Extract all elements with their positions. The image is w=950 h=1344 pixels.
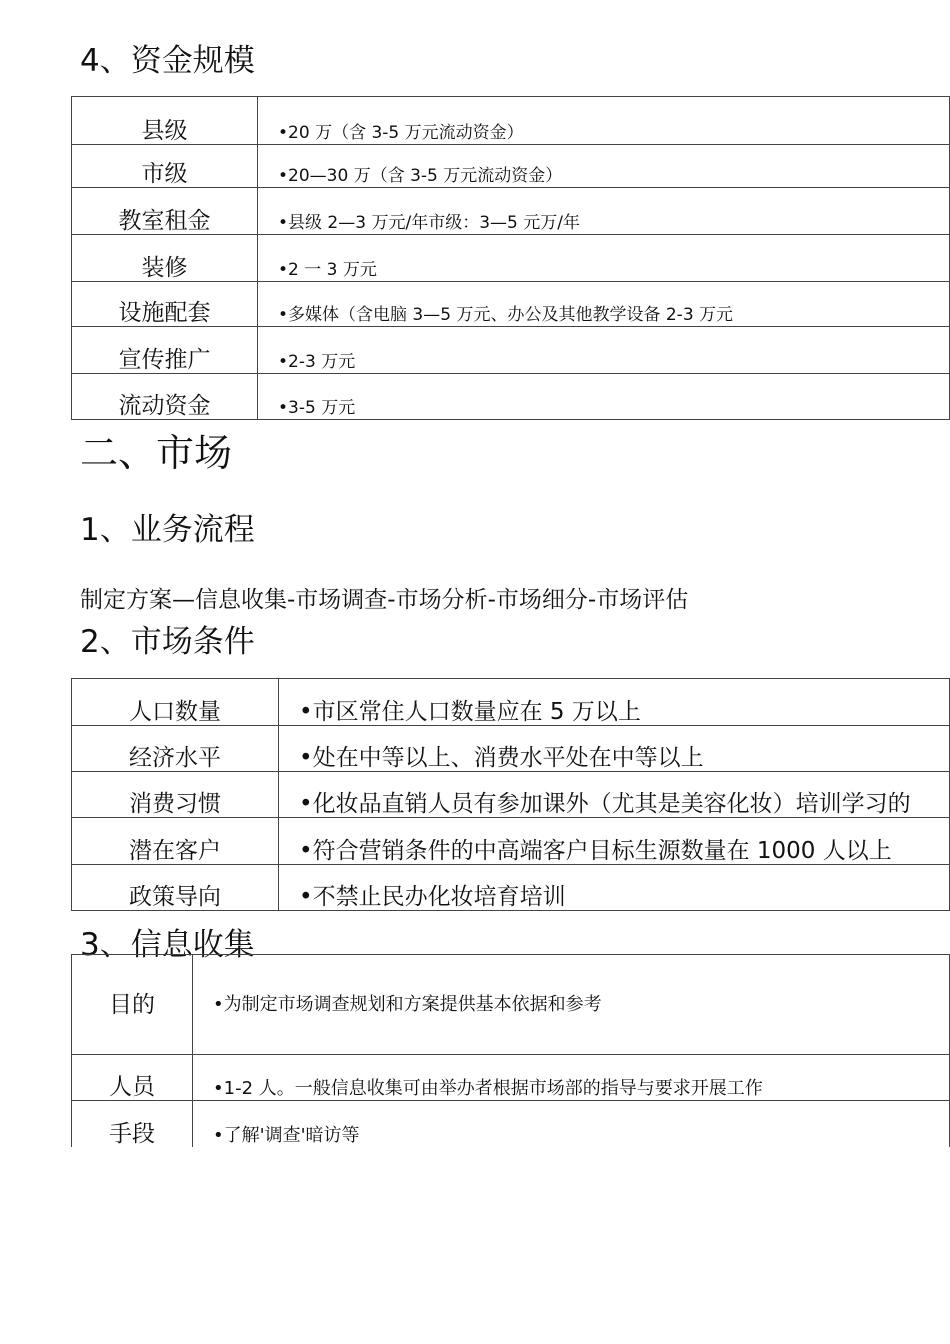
- row-key: 宣传推广: [72, 327, 258, 374]
- row-value: •3-5 万元: [258, 374, 950, 420]
- table-row: [72, 188, 950, 235]
- row-value: •多媒体（含电脑 3—5 万元、办公及其他教学设备 2-3 万元: [258, 282, 950, 327]
- row-value: •为制定市场调查规划和方案提供基本依据和参考: [193, 955, 950, 1055]
- row-value: •县级 2—3 万元/年市级：3—5 元万/年: [258, 188, 950, 235]
- row-key: 手段: [72, 1101, 193, 1147]
- table-row: [72, 282, 950, 327]
- table-row: [72, 865, 950, 911]
- row-key: 消费习惯: [72, 772, 279, 818]
- info-table: [71, 954, 950, 1147]
- funding-heading: 4、资金规模: [80, 43, 255, 79]
- table-row: [72, 772, 950, 818]
- table-row: [72, 679, 950, 726]
- row-value: •化妆品直销人员有参加课外（尤其是美容化妆）培训学习的: [279, 772, 950, 818]
- process-heading: 1、业务流程: [80, 512, 255, 548]
- row-value: •2-3 万元: [258, 327, 950, 374]
- table-row: [72, 1101, 950, 1147]
- row-key: 县级: [72, 97, 258, 145]
- market-heading: 二、市场: [80, 431, 233, 475]
- row-key: 人口数量: [72, 679, 279, 726]
- row-value: •1-2 人。一般信息收集可由举办者根据市场部的指导与要求开展工作: [193, 1055, 950, 1101]
- process-text: 制定方案—信息收集-市场调查-市场分析-市场细分-市场评估: [80, 587, 689, 613]
- row-key: 市级: [72, 145, 258, 188]
- table-row: [72, 955, 950, 1055]
- conditions-heading: 2、市场条件: [80, 624, 255, 660]
- row-value: •处在中等以上、消费水平处在中等以上: [279, 726, 950, 772]
- row-key: 经济水平: [72, 726, 279, 772]
- table-row: [72, 374, 950, 420]
- table-row: [72, 327, 950, 374]
- row-key: 装修: [72, 235, 258, 282]
- row-key: 潜在客户: [72, 818, 279, 865]
- row-key: 人员: [72, 1055, 193, 1101]
- table-row: [72, 145, 950, 188]
- row-key: 设施配套: [72, 282, 258, 327]
- row-key: 流动资金: [72, 374, 258, 420]
- info-heading: 3、信息收集: [80, 927, 255, 963]
- row-value: •了解'调查'暗访等: [193, 1101, 950, 1147]
- row-value: •2 一 3 万元: [258, 235, 950, 282]
- row-key: 政策导向: [72, 865, 279, 911]
- row-key: 教室租金: [72, 188, 258, 235]
- table-row: [72, 726, 950, 772]
- row-value: •不禁止民办化妆培育培训: [279, 865, 950, 911]
- row-key: 目的: [72, 955, 193, 1055]
- table-row: [72, 818, 950, 865]
- table-row: [72, 97, 950, 145]
- table-row: [72, 235, 950, 282]
- row-value: •符合营销条件的中高端客户目标生源数量在 1000 人以上: [279, 818, 950, 865]
- row-value: •20 万（含 3-5 万元流动资金）: [258, 97, 950, 145]
- row-value: •市区常住人口数量应在 5 万以上: [279, 679, 950, 726]
- row-value: •20—30 万（含 3-5 万元流动资金）: [258, 145, 950, 188]
- table-row: [72, 1055, 950, 1101]
- conditions-table: [71, 678, 950, 911]
- funding-table: [71, 96, 950, 420]
